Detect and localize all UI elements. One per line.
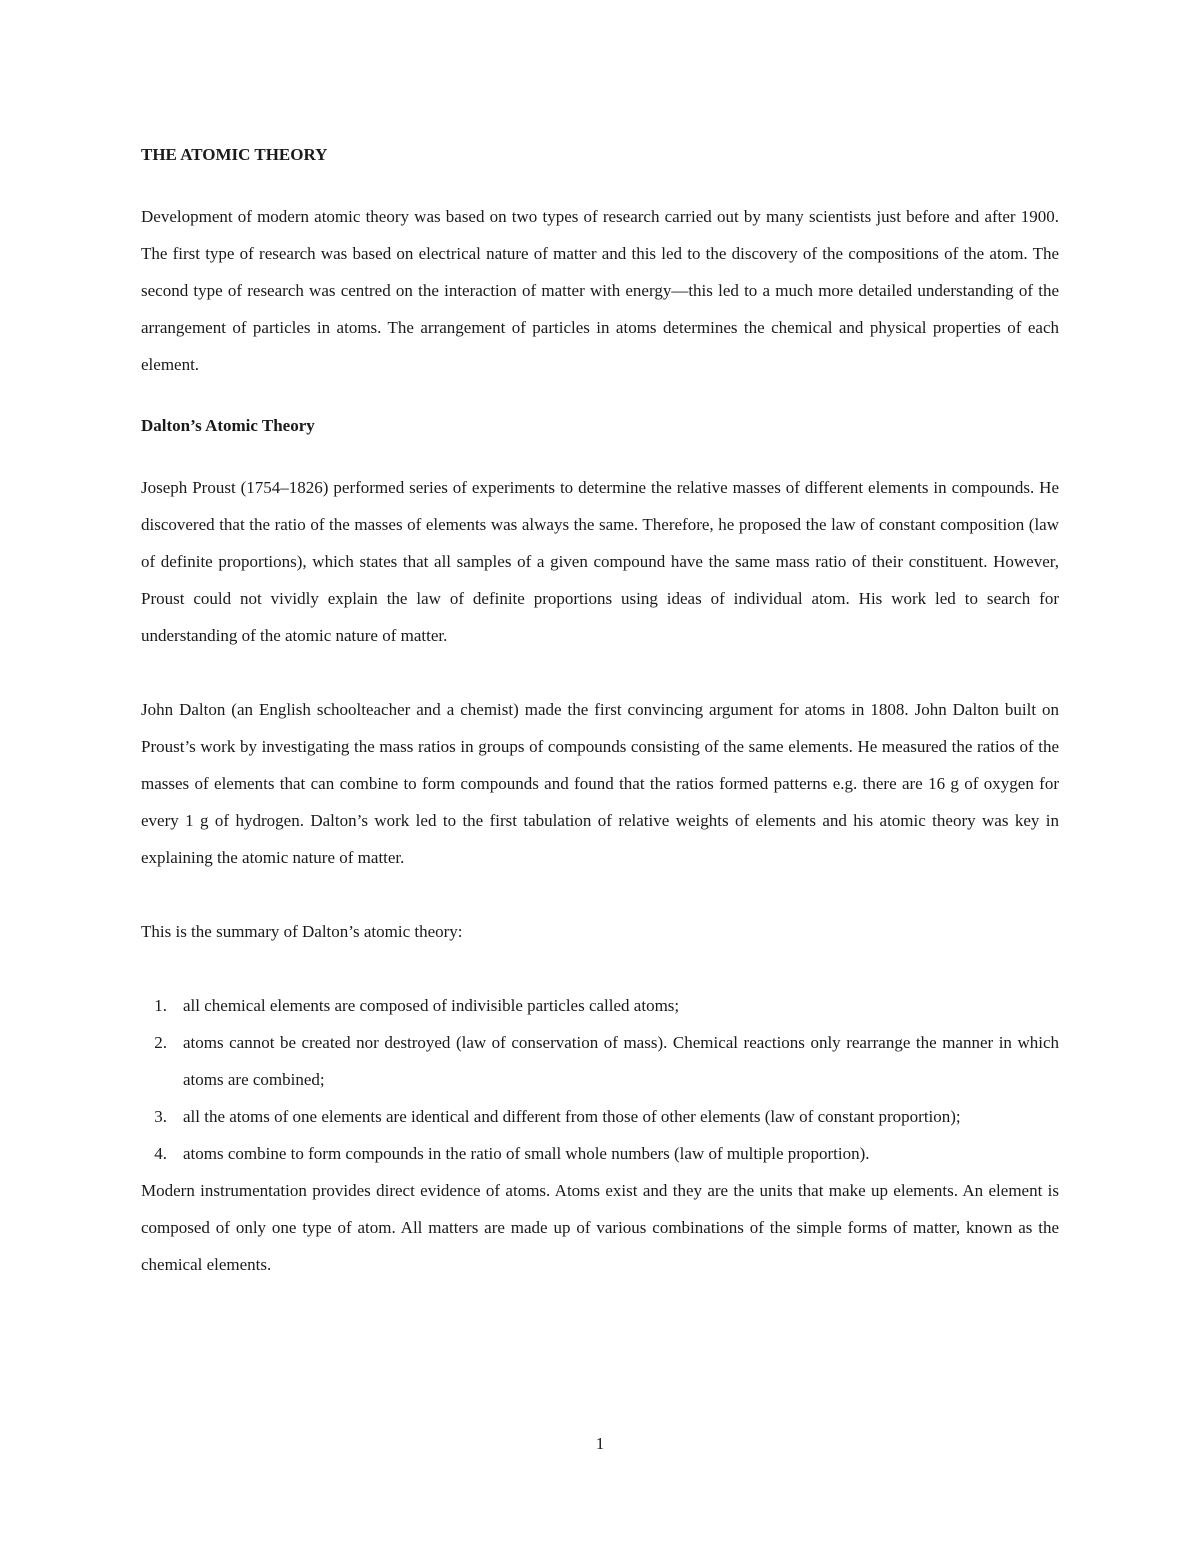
list-number: 2.: [154, 1033, 167, 1052]
list-item: [141, 1024, 1059, 1098]
list-number: 1.: [154, 996, 167, 1015]
list-item-text: atoms cannot be created nor destroyed (law of conservation of mass). Chemical reactions only rearrange the manner in which atoms are combined;: [183, 1033, 1059, 1089]
page-number: 1: [595, 1434, 605, 1453]
list-item-text: all the atoms of one elements are identical and different from those of other elements (law of constant proportion);: [183, 1107, 961, 1126]
list-item: [141, 1135, 1059, 1172]
intro-paragraph: Development of modern atomic theory was based on two types of research carried out by many scientists just before and after 1900. The first type of research was based on electrical nature of matter and this led to the discovery of the compositions of the atom. The second type of research was centred on the interaction of matter with energy—this led to a much more detailed understanding of the arrangement of particles in atoms. The arrangement of particles in atoms determines the chemical and physical properties of each element.: [141, 207, 1059, 374]
summary-intro: This is the summary of Dalton’s atomic theory:: [141, 922, 463, 941]
list-number: 4.: [154, 1144, 167, 1163]
summary-list: [141, 987, 1059, 1172]
list-item: [141, 987, 1059, 1024]
list-number: 3.: [154, 1107, 167, 1126]
list-item: [141, 1098, 1059, 1135]
list-item-text: atoms combine to form compounds in the ratio of small whole numbers (law of multiple proportion).: [183, 1144, 870, 1163]
section-heading: Dalton’s Atomic Theory: [141, 416, 315, 435]
document-title: THE ATOMIC THEORY: [141, 145, 328, 164]
dalton-paragraph: John Dalton (an English schoolteacher and a chemist) made the first convincing argument for atoms in 1808. John Dalton built on Proust’s work by investigating the mass ratios in groups of compounds consisting of the same elements. He measured the ratios of the masses of elements that can combine to form compounds and found that the ratios formed patterns e.g. there are 16 g of oxygen for every 1 g of hydrogen. Dalton’s work led to the first tabulation of relative weights of elements and his atomic theory was key in explaining the atomic nature of matter.: [141, 700, 1059, 867]
closing-paragraph: Modern instrumentation provides direct evidence of atoms. Atoms exist and they are the units that make up elements. An element is composed of only one type of atom. All matters are made up of various combinations of the simple forms of matter, known as the chemical elements.: [141, 1181, 1059, 1274]
list-item-text: all chemical elements are composed of indivisible particles called atoms;: [183, 996, 680, 1015]
document-page: [141, 140, 1059, 1283]
proust-paragraph: Joseph Proust (1754–1826) performed series of experiments to determine the relative masses of different elements in compounds. He discovered that the ratio of the masses of elements was always the same. Therefore, he proposed the law of constant composition (law of definite proportions), which states that all samples of a given compound have the same mass ratio of their constituent. However, Proust could not vividly explain the law of definite proportions using ideas of individual atom. His work led to search for understanding of the atomic nature of matter.: [141, 478, 1059, 645]
